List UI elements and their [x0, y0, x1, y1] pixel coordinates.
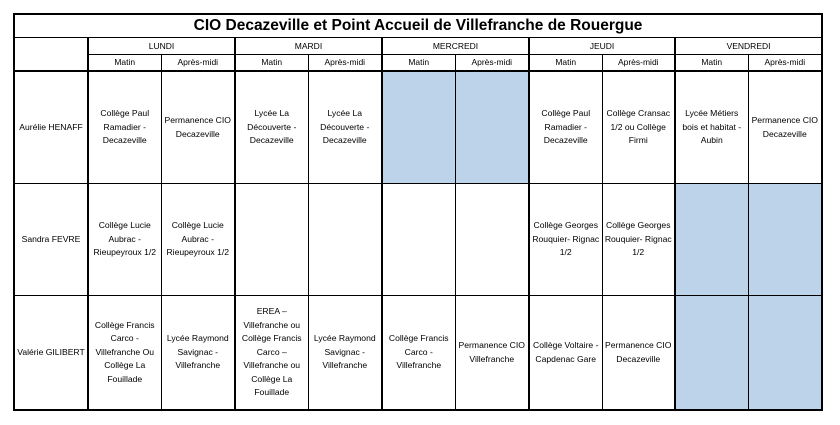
schedule-cell: EREA – Villefranche ou Collège Francis Carco – Villefranche ou Collège La Fouillade	[235, 296, 308, 411]
schedule-cell	[235, 184, 308, 296]
day-header-vendredi: VENDREDI	[675, 38, 822, 55]
schedule-cell: Collège Voltaire - Capdenac Gare	[529, 296, 602, 411]
schedule-cell: Collège Cransac 1/2 ou Collège Firmi	[602, 71, 675, 184]
schedule-cell: Collège Georges Rouquier- Rignac 1/2	[529, 184, 602, 296]
schedule-cell-unavailable	[455, 71, 529, 184]
schedule-cell: Lycée Raymond Savignac - Villefranche	[308, 296, 382, 411]
schedule-cell: Collège Francis Carco - Villefranche Ou Collège La Fouillade	[88, 296, 161, 411]
schedule-cell	[455, 184, 529, 296]
counselor-name: Sandra FEVRE	[14, 184, 88, 296]
schedule-cell-unavailable	[748, 296, 822, 411]
schedule-cell: Lycée Métiers bois et habitat - Aubin	[675, 71, 748, 184]
schedule-cell: Lycée La Découverte - Decazeville	[235, 71, 308, 184]
schedule-cell-unavailable	[675, 184, 748, 296]
schedule-cell: Collège Lucie Aubrac - Rieupeyroux 1/2	[161, 184, 235, 296]
period-header: Après-midi	[602, 55, 675, 72]
day-header-jeudi: JEUDI	[529, 38, 675, 55]
period-header: Matin	[675, 55, 748, 72]
schedule-cell-unavailable	[382, 71, 455, 184]
period-header: Après-midi	[748, 55, 822, 72]
schedule-cell: Collège Paul Ramadier - Decazeville	[529, 71, 602, 184]
schedule-cell: Collège Francis Carco - Villefranche	[382, 296, 455, 411]
page-title: CIO Decazeville et Point Accueil de Villefranche de Rouergue	[14, 14, 822, 38]
corner-cell	[14, 38, 88, 72]
schedule-cell: Lycée La Découverte - Decazeville	[308, 71, 382, 184]
schedule-cell-unavailable	[748, 184, 822, 296]
schedule-cell: Collège Georges Rouquier- Rignac 1/2	[602, 184, 675, 296]
period-header: Matin	[235, 55, 308, 72]
day-header-mercredi: MERCREDI	[382, 38, 529, 55]
table-row	[14, 296, 822, 411]
period-header: Matin	[88, 55, 161, 72]
table-row	[14, 184, 822, 296]
period-header: Matin	[382, 55, 455, 72]
period-header: Après-midi	[308, 55, 382, 72]
day-header-mardi: MARDI	[235, 38, 382, 55]
counselor-name: Valérie GILIBERT	[14, 296, 88, 411]
period-header: Matin	[529, 55, 602, 72]
schedule-cell: Collège Lucie Aubrac - Rieupeyroux 1/2	[88, 184, 161, 296]
schedule-cell: Lycée Raymond Savignac - Villefranche	[161, 296, 235, 411]
table-row	[14, 71, 822, 184]
schedule-cell: Permanence CIO Villefranche	[455, 296, 529, 411]
period-header: Après-midi	[455, 55, 529, 72]
schedule-cell	[382, 184, 455, 296]
period-header: Après-midi	[161, 55, 235, 72]
schedule-cell-unavailable	[675, 296, 748, 411]
day-header-lundi: LUNDI	[88, 38, 235, 55]
schedule-cell: Permanence CIO Decazeville	[602, 296, 675, 411]
schedule-cell	[308, 184, 382, 296]
schedule-table	[13, 13, 823, 411]
counselor-name: Aurélie HENAFF	[14, 71, 88, 184]
schedule-cell: Permanence CIO Decazeville	[748, 71, 822, 184]
schedule-cell: Collège Paul Ramadier - Decazeville	[88, 71, 161, 184]
schedule-cell: Permanence CIO Decazeville	[161, 71, 235, 184]
